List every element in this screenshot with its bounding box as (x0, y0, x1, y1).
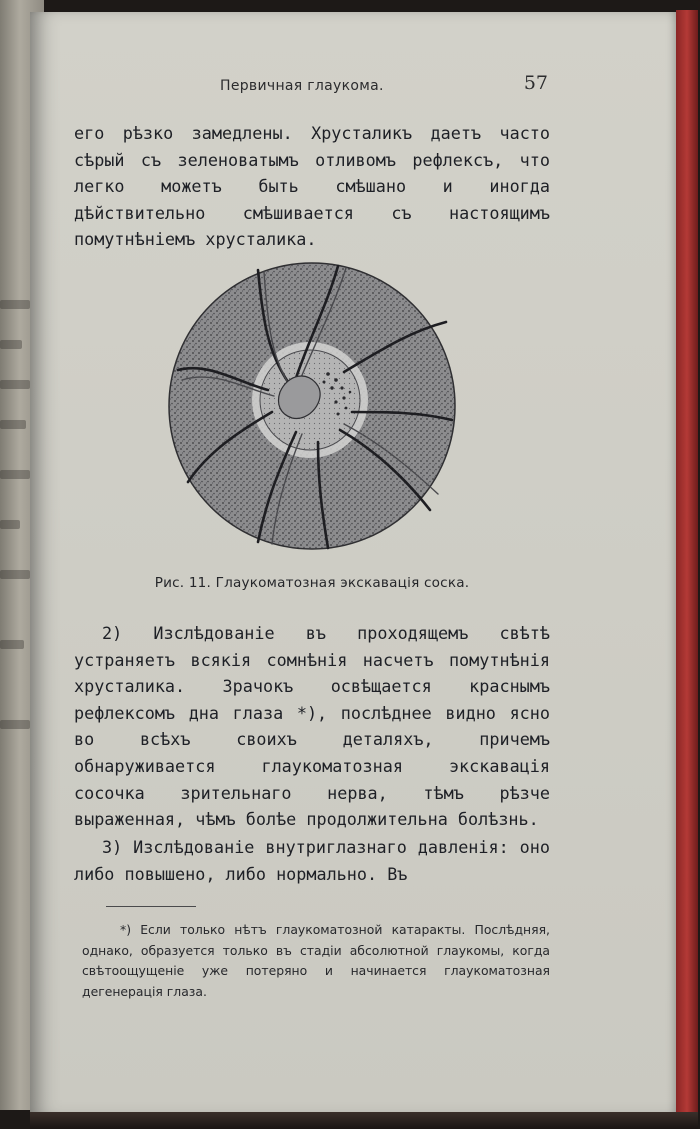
footnote-divider (106, 906, 196, 907)
facing-page-text-fragment (0, 570, 30, 579)
footnote: *) Если только нѣтъ глаукоматозной катаракты. Послѣдняя, однако, образуется только въ стадіи абсолютной глаукомы, когда свѣтоощущеніе уже потеряно и начинается глаукоматозная дегенерація глаза. (82, 922, 550, 999)
page-number: 57 (523, 72, 548, 94)
book-bottom-edge (30, 1112, 698, 1129)
facing-page-text-fragment (0, 420, 26, 429)
facing-page-text-fragment (0, 720, 30, 729)
fundus-illustration (168, 262, 456, 550)
facing-page-text-fragment (0, 380, 30, 389)
facing-page-text-fragment (0, 340, 22, 349)
red-page-edges (676, 10, 698, 1120)
facing-page-text-fragment (0, 470, 30, 479)
paragraph-1: его рѣзко замедлены. Хрусталикъ даетъ часто сѣрый съ зеленоватымъ отливомъ рефлексъ, что легко можетъ быть смѣшано и иногда дѣйствительно смѣшивается съ настоящимъ помутнѣніемъ хрусталика. (74, 123, 550, 250)
figure-caption: Рис. 11. Глаукоматозная экскавація соска. (154, 575, 470, 591)
facing-page-text-fragment (0, 640, 24, 649)
paragraph-3: 3) Изслѣдованіе внутриглазнаго давленія: оно либо повышено, либо нормально. Въ (74, 837, 550, 884)
running-title: Первичная глаукома. (220, 78, 384, 94)
paragraph-2: 2) Изслѣдованіе въ проходящемъ свѣтѣ устраняетъ всякія сомнѣнія насчетъ помутнѣнія хрусталика. Зрачокъ освѣщается краснымъ рефлексомъ дна глаза *), послѣднее видно ясно во всѣхъ своихъ деталяхъ, причемъ обнаруживается глаукоматозная экскавація сосочка зрительнаго нерва, тѣмъ рѣзче выраженная, чѣмъ болѣе продолжительна болѣзнь. (74, 623, 550, 830)
facing-page-text-fragment (0, 300, 30, 309)
facing-page-text-fragment (0, 520, 20, 529)
